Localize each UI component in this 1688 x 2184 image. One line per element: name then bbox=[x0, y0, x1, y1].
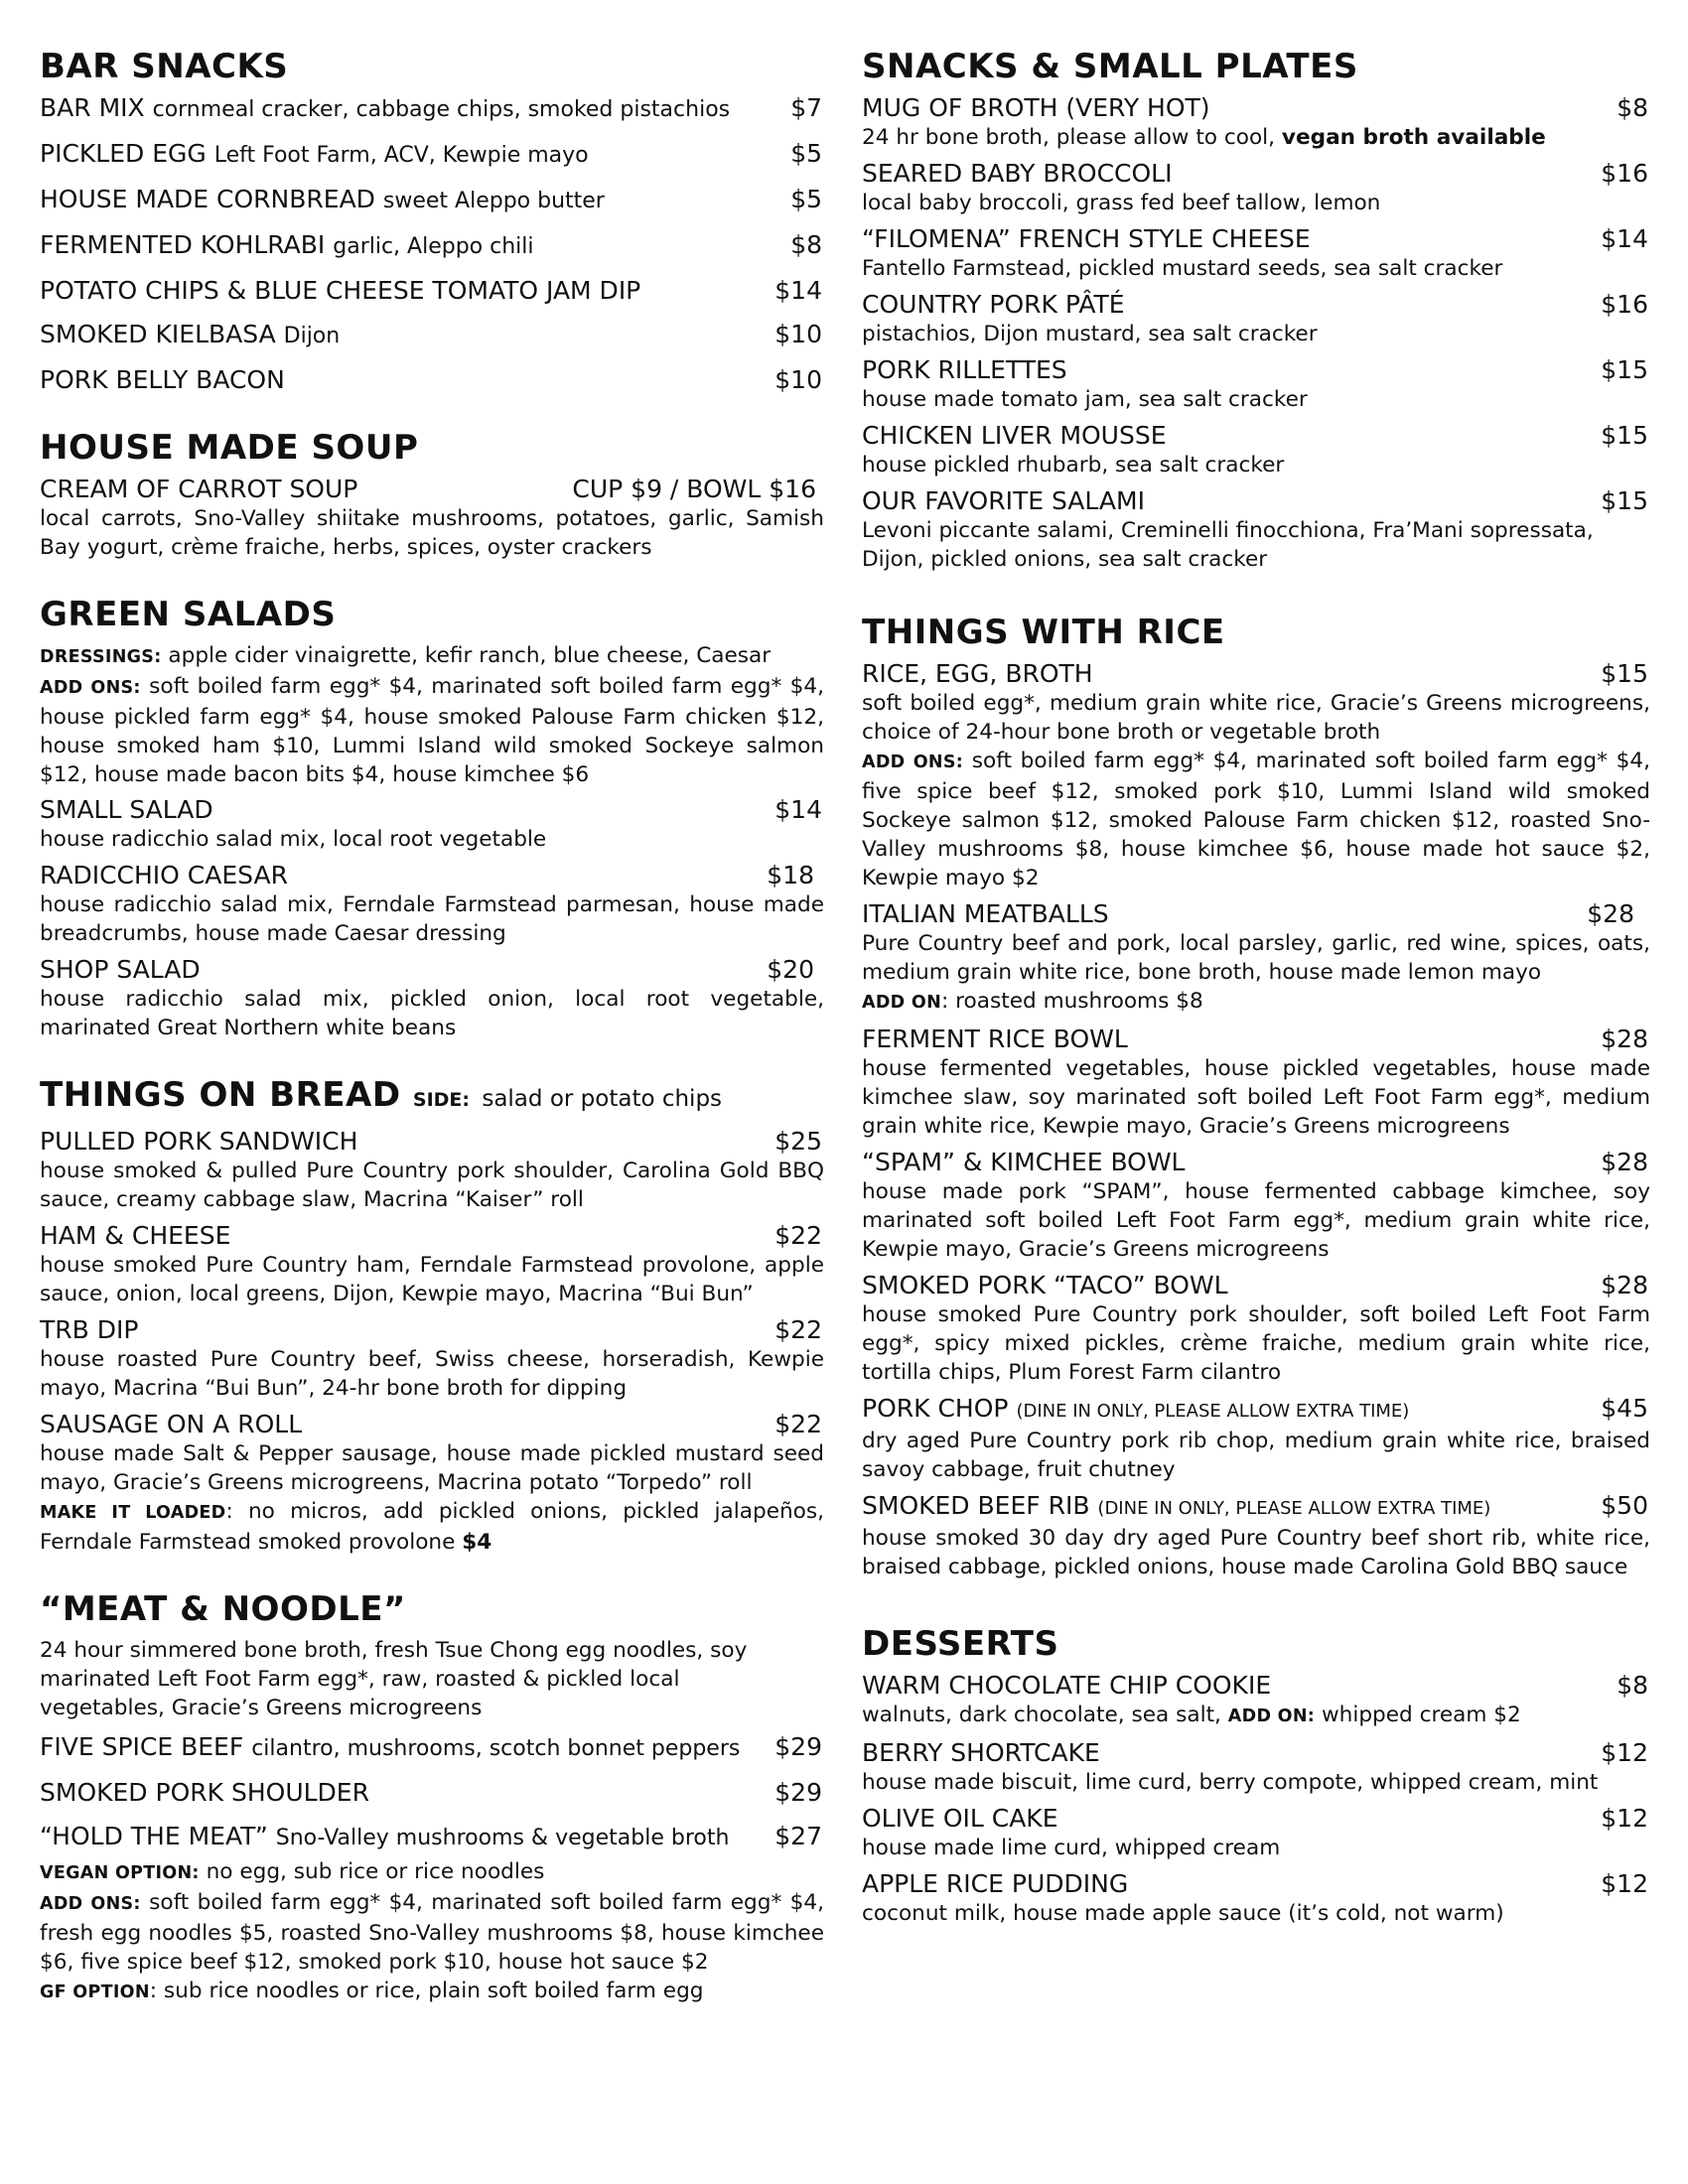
vegan-broth-note: vegan broth available bbox=[1281, 125, 1546, 150]
menu-item bbox=[40, 276, 824, 306]
item-price: $22 bbox=[774, 1410, 822, 1438]
item-price: $28 bbox=[1601, 1148, 1648, 1176]
menu-item bbox=[862, 1804, 1650, 1862]
item-price: $22 bbox=[774, 1221, 822, 1250]
broth-desc: 24 hr bone broth, please allow to cool, bbox=[862, 125, 1276, 150]
item-name: APPLE RICE PUDDING bbox=[862, 1869, 1129, 1898]
menu-item bbox=[40, 475, 824, 504]
left-column bbox=[40, 44, 824, 2007]
menu-item bbox=[40, 1410, 824, 1557]
meat-and-noodle-section bbox=[40, 1586, 824, 2007]
menu-item bbox=[40, 1822, 824, 1853]
item-description: pistachios, Dijon mustard, sea salt cracker bbox=[862, 322, 1318, 346]
section-title: THINGS ON BREAD bbox=[40, 1075, 401, 1115]
item-price: $8 bbox=[1617, 93, 1648, 122]
right-column bbox=[862, 44, 1650, 1935]
item-price: $8 bbox=[790, 230, 822, 259]
gf-option-line bbox=[40, 1977, 824, 2007]
vegan-option-label: VEGAN OPTION: bbox=[40, 1863, 200, 1883]
item-price: $20 bbox=[767, 955, 814, 984]
item-description: coconut milk, house made apple sauce (it’s cold, not warm) bbox=[862, 1901, 1504, 1926]
item-name: SMALL SALAD bbox=[40, 795, 213, 824]
item-price: $10 bbox=[774, 365, 822, 394]
vegan-option-text: no egg, sub rice or rice noodles bbox=[206, 1859, 545, 1884]
menu-item bbox=[862, 486, 1650, 574]
item-note: (DINE IN ONLY, PLEASE ALLOW EXTRA TIME) bbox=[1016, 1401, 1410, 1422]
menu-item bbox=[862, 93, 1650, 152]
item-price: $5 bbox=[790, 185, 822, 213]
item-description: Sno-Valley mushrooms & vegetable broth bbox=[275, 1826, 730, 1850]
menu-item bbox=[862, 1491, 1650, 1581]
item-description: Levoni piccante salami, Creminelli finocchiona, Fra’Mani sopressata, Dijon, pickled onions, sea salt cracker bbox=[862, 518, 1594, 572]
item-name: OLIVE OIL CAKE bbox=[862, 1804, 1058, 1833]
item-price: $10 bbox=[774, 320, 822, 348]
side-label: SIDE: bbox=[412, 1089, 470, 1111]
section-heading: THINGS WITH RICE bbox=[862, 613, 1225, 652]
menu-item bbox=[862, 1671, 1650, 1731]
item-description: house smoked & pulled Pure Country pork shoulder, Carolina Gold BBQ sauce, creamy cabbage slaw, Macrina “Kaiser” roll bbox=[40, 1159, 824, 1212]
item-price: $8 bbox=[1617, 1671, 1648, 1700]
item-name: ITALIAN MEATBALLS bbox=[862, 899, 1109, 928]
item-name: OUR FAVORITE SALAMI bbox=[862, 486, 1145, 515]
vegan-option-line bbox=[40, 1857, 824, 1888]
item-description: house radicchio salad mix, local root vegetable bbox=[40, 827, 547, 852]
addon-label: ADD ON bbox=[862, 993, 942, 1013]
item-name: “SPAM” & KIMCHEE BOWL bbox=[862, 1148, 1186, 1176]
item-description: cilantro, mushrooms, scotch bonnet peppers bbox=[251, 1736, 741, 1761]
item-price: $14 bbox=[1601, 224, 1648, 253]
menu-item bbox=[862, 355, 1650, 414]
things-with-rice-section bbox=[862, 610, 1650, 1581]
item-price: $15 bbox=[1601, 355, 1648, 384]
gf-option-label: GF OPTION bbox=[40, 1982, 150, 2002]
item-name: RADICCHIO CAESAR bbox=[40, 861, 288, 889]
section-heading: “MEAT & NOODLE” bbox=[40, 1589, 406, 1629]
item-name: “FILOMENA” FRENCH STYLE CHEESE bbox=[862, 224, 1311, 253]
item-price: $7 bbox=[790, 93, 822, 122]
addons-line bbox=[40, 672, 824, 789]
desserts-section bbox=[862, 1621, 1650, 1928]
item-description: house smoked Pure Country ham, Ferndale Farmstead provolone, apple sauce, onion, local greens, Dijon, Kewpie mayo, Macrina “Bui Bun” bbox=[40, 1253, 824, 1306]
item-name: HAM & CHEESE bbox=[40, 1221, 231, 1250]
menu-item bbox=[862, 290, 1650, 348]
gf-option-text: : sub rice noodles or rice, plain soft boiled farm egg bbox=[149, 1979, 704, 2003]
item-name: PICKLED EGG bbox=[40, 139, 207, 168]
item-name: SMOKED PORK SHOULDER bbox=[40, 1778, 369, 1807]
dressings-line bbox=[40, 641, 824, 672]
dressings-label: DRESSINGS: bbox=[40, 647, 162, 667]
section-heading: SNACKS & SMALL PLATES bbox=[862, 47, 1358, 86]
item-name: HOUSE MADE CORNBREAD bbox=[40, 185, 375, 213]
addon-label: ADD ON: bbox=[1227, 1706, 1316, 1726]
item-name: PULLED PORK SANDWICH bbox=[40, 1127, 358, 1156]
side-text: salad or potato chips bbox=[482, 1086, 723, 1112]
cookie-desc: walnuts, dark chocolate, sea salt, bbox=[862, 1703, 1221, 1727]
item-price: $28 bbox=[1601, 1271, 1648, 1299]
item-description: Dijon bbox=[283, 324, 341, 348]
menu-item bbox=[40, 185, 824, 216]
item-name: PORK BELLY BACON bbox=[40, 365, 285, 394]
menu-item bbox=[40, 93, 824, 125]
item-description: house made lime curd, whipped cream bbox=[862, 1836, 1281, 1860]
snacks-small-plates-section bbox=[862, 44, 1650, 574]
item-note: (DINE IN ONLY, PLEASE ALLOW EXTRA TIME) bbox=[1097, 1498, 1491, 1519]
item-name: SMOKED PORK “TACO” BOWL bbox=[862, 1271, 1228, 1299]
addon-line bbox=[862, 987, 1650, 1018]
item-price: $45 bbox=[1601, 1394, 1648, 1423]
things-on-bread-section bbox=[40, 1072, 824, 1557]
item-name: CHICKEN LIVER MOUSSE bbox=[862, 421, 1167, 450]
item-name: COUNTRY PORK PÂTÉ bbox=[862, 290, 1125, 319]
item-name: SMOKED KIELBASA bbox=[40, 320, 276, 348]
item-description: house fermented vegetables, house pickled vegetables, house made kimchee slaw, soy marinated soft boiled Left Foot Farm egg*, medium grain white rice, Kewpie mayo, Gracie’s Greens microgreens bbox=[862, 1056, 1650, 1139]
item-description: house pickled rhubarb, sea salt cracker bbox=[862, 453, 1285, 478]
item-description bbox=[862, 123, 1650, 152]
item-name: POTATO CHIPS & BLUE CHEESE TOMATO JAM DIP bbox=[40, 276, 641, 305]
section-heading: DESSERTS bbox=[862, 1624, 1059, 1664]
item-price: $5 bbox=[790, 139, 822, 168]
item-description bbox=[862, 1701, 1650, 1731]
item-description: dry aged Pure Country pork rib chop, medium grain white rice, braised savoy cabbage, fruit chutney bbox=[862, 1429, 1650, 1482]
item-price: $22 bbox=[774, 1315, 822, 1344]
menu-item bbox=[40, 230, 824, 262]
item-description: house made Salt & Pepper sausage, house made pickled mustard seed mayo, Gracie’s Greens microgreens, Macrina potato “Torpedo” roll bbox=[40, 1441, 824, 1495]
item-price: $28 bbox=[1601, 1024, 1648, 1053]
menu-item bbox=[862, 1148, 1650, 1264]
item-price: $15 bbox=[1601, 659, 1648, 688]
item-name: MUG OF BROTH (VERY HOT) bbox=[862, 93, 1210, 122]
menu-item bbox=[40, 139, 824, 171]
item-price: $16 bbox=[1601, 290, 1648, 319]
addons-text: soft boiled farm egg* $4, marinated soft boiled farm egg* $4, house pickled farm egg* $4, house smoked Palouse Farm chicken $12, house smoked ham $10, Lummi Island wild smoked Sockeye salmon $12, house made bacon bits $4, house kimchee $6 bbox=[40, 674, 824, 787]
addon-text: whipped cream $2 bbox=[1321, 1703, 1521, 1727]
item-price: $27 bbox=[774, 1822, 822, 1850]
make-it-loaded-text: : no micros, add pickled onions, pickled jalapeños, Ferndale Farmstead smoked provolone bbox=[40, 1499, 824, 1555]
make-it-loaded-label: MAKE IT LOADED bbox=[40, 1503, 226, 1523]
item-name: SMOKED BEEF RIB bbox=[862, 1491, 1090, 1520]
item-description: Left Foot Farm, ACV, Kewpie mayo bbox=[213, 143, 589, 168]
menu-item bbox=[40, 955, 824, 1042]
item-description: local baby broccoli, grass fed beef tallow, lemon bbox=[862, 191, 1381, 215]
item-price: $15 bbox=[1601, 421, 1648, 450]
item-price: $29 bbox=[774, 1778, 822, 1807]
menu-item bbox=[862, 1394, 1650, 1484]
addons-line bbox=[862, 747, 1650, 892]
item-price: CUP $9 / BOWL $16 bbox=[572, 475, 816, 503]
menu-item bbox=[862, 899, 1650, 1018]
menu-item bbox=[40, 795, 824, 854]
green-salads-section bbox=[40, 592, 824, 1042]
item-description: sweet Aleppo butter bbox=[382, 189, 605, 213]
item-description: garlic, Aleppo chili bbox=[333, 234, 534, 259]
item-price: $16 bbox=[1601, 159, 1648, 188]
menu-item bbox=[862, 1738, 1650, 1797]
addons-line bbox=[40, 1888, 824, 1977]
menu-item bbox=[40, 1315, 824, 1403]
item-description: soft boiled egg*, medium grain white rice, Gracie’s Greens microgreens, choice of 24-hour bone broth or vegetable broth bbox=[862, 691, 1650, 745]
make-it-loaded-line bbox=[40, 1497, 824, 1557]
item-name: TRB DIP bbox=[40, 1315, 139, 1344]
menu-item bbox=[862, 159, 1650, 217]
menu-item bbox=[40, 861, 824, 948]
section-heading: HOUSE MADE SOUP bbox=[40, 428, 419, 468]
item-description: local carrots, Sno-Valley shiitake mushrooms, potatoes, garlic, Samish Bay yogurt, crème fraiche, herbs, spices, oyster crackers bbox=[40, 506, 824, 560]
menu-item bbox=[862, 224, 1650, 283]
menu-item bbox=[862, 1024, 1650, 1141]
addon-text: : roasted mushrooms $8 bbox=[941, 989, 1203, 1014]
item-price: $25 bbox=[774, 1127, 822, 1156]
addons-text: soft boiled farm egg* $4, marinated soft boiled farm egg* $4, five spice beef $12, smoked pork $10, Lummi Island wild smoked Sockeye salmon $12, smoked Palouse Farm chicken $12, roasted Sno-Valley mushrooms $8, house kimchee $6, house made hot sauce $2, Kewpie mayo $2 bbox=[862, 749, 1650, 890]
dressings-text: apple cider vinaigrette, kefir ranch, blue cheese, Caesar bbox=[168, 643, 772, 668]
item-name: CREAM OF CARROT SOUP bbox=[40, 475, 358, 503]
item-name: SHOP SALAD bbox=[40, 955, 201, 984]
item-name: SAUSAGE ON A ROLL bbox=[40, 1410, 303, 1438]
soup-section bbox=[40, 425, 824, 562]
item-name: WARM CHOCOLATE CHIP COOKIE bbox=[862, 1671, 1272, 1700]
item-description: house made biscuit, lime curd, berry compote, whipped cream, mint bbox=[862, 1770, 1599, 1795]
menu-item bbox=[862, 1869, 1650, 1928]
addons-text: soft boiled farm egg* $4, marinated soft boiled farm egg* $4, fresh egg noodles $5, roasted Sno-Valley mushrooms $8, house kimchee $6, five spice beef $12, smoked pork $10, house hot sauce $2 bbox=[40, 1890, 824, 1975]
addons-label: ADD ONS: bbox=[40, 1894, 141, 1914]
item-price: $12 bbox=[1601, 1738, 1648, 1767]
item-name: BAR MIX bbox=[40, 93, 145, 122]
item-description: house roasted Pure Country beef, Swiss cheese, horseradish, Kewpie mayo, Macrina “Bui Bun”, 24-hr bone broth for dipping bbox=[40, 1347, 824, 1401]
item-description: house made tomato jam, sea salt cracker bbox=[862, 387, 1308, 412]
menu-item bbox=[40, 1778, 824, 1808]
item-description: cornmeal cracker, cabbage chips, smoked pistachios bbox=[152, 97, 731, 122]
item-name: FIVE SPICE BEEF bbox=[40, 1732, 244, 1761]
menu-item bbox=[862, 1271, 1650, 1387]
addons-label: ADD ONS: bbox=[40, 678, 141, 698]
section-heading: GREEN SALADS bbox=[40, 595, 337, 634]
menu-item bbox=[40, 1732, 824, 1764]
menu-item bbox=[40, 1221, 824, 1308]
menu-item bbox=[862, 659, 1650, 892]
item-description: house smoked 30 day dry aged Pure Country beef short rib, white rice, braised cabbage, pickled onions, house made Carolina Gold BBQ sauce bbox=[862, 1526, 1650, 1579]
menu-item bbox=[862, 421, 1650, 479]
item-name: PORK CHOP bbox=[862, 1394, 1009, 1423]
item-name: SEARED BABY BROCCOLI bbox=[862, 159, 1173, 188]
make-it-loaded-price: $4 bbox=[462, 1530, 492, 1555]
section-heading bbox=[40, 1072, 824, 1123]
item-price: $12 bbox=[1601, 1804, 1648, 1833]
item-price: $15 bbox=[1601, 486, 1648, 515]
item-description: Fantello Farmstead, pickled mustard seeds, sea salt cracker bbox=[862, 256, 1503, 281]
section-intro: 24 hour simmered bone broth, fresh Tsue Chong egg noodles, soy marinated Left Foot Farm egg*, raw, roasted & pickled local vegetables, Gracie’s Greens microgreens bbox=[40, 1638, 748, 1720]
item-description: house radicchio salad mix, Ferndale Farmstead parmesan, house made breadcrumbs, house made Caesar dressing bbox=[40, 892, 824, 946]
item-price: $18 bbox=[767, 861, 814, 889]
item-price: $50 bbox=[1601, 1491, 1648, 1520]
item-price: $28 bbox=[1587, 899, 1634, 928]
item-name: FERMENTED KOHLRABI bbox=[40, 230, 326, 259]
item-description: Pure Country beef and pork, local parsley, garlic, red wine, spices, oats, medium grain white rice, bone broth, house made lemon mayo bbox=[862, 931, 1650, 985]
item-description: house smoked Pure Country pork shoulder, soft boiled Left Foot Farm egg*, spicy mixed pickles, crème fraiche, medium grain white rice, tortilla chips, Plum Forest Farm cilantro bbox=[862, 1302, 1650, 1385]
item-name: “HOLD THE MEAT” bbox=[40, 1822, 268, 1850]
item-price: $12 bbox=[1601, 1869, 1648, 1898]
item-name: BERRY SHORTCAKE bbox=[862, 1738, 1100, 1767]
item-price: $14 bbox=[774, 276, 822, 305]
item-name: RICE, EGG, BROTH bbox=[862, 659, 1093, 688]
menu-item bbox=[40, 1127, 824, 1214]
menu-item bbox=[40, 320, 824, 351]
item-description: house made pork “SPAM”, house fermented cabbage kimchee, soy marinated soft boiled Left Foot Farm egg*, medium grain white rice, Kewpie mayo, Gracie’s Greens microgreens bbox=[862, 1179, 1650, 1262]
item-name: PORK RILLETTES bbox=[862, 355, 1067, 384]
item-name: FERMENT RICE BOWL bbox=[862, 1024, 1128, 1053]
item-description: house radicchio salad mix, pickled onion, local root vegetable, marinated Great Northern white beans bbox=[40, 987, 824, 1040]
item-price: $14 bbox=[774, 795, 822, 824]
addons-label: ADD ONS: bbox=[862, 752, 964, 772]
menu-item bbox=[40, 365, 824, 395]
section-heading: BAR SNACKS bbox=[40, 47, 289, 86]
item-price: $29 bbox=[774, 1732, 822, 1761]
bar-snacks-section bbox=[40, 44, 824, 395]
